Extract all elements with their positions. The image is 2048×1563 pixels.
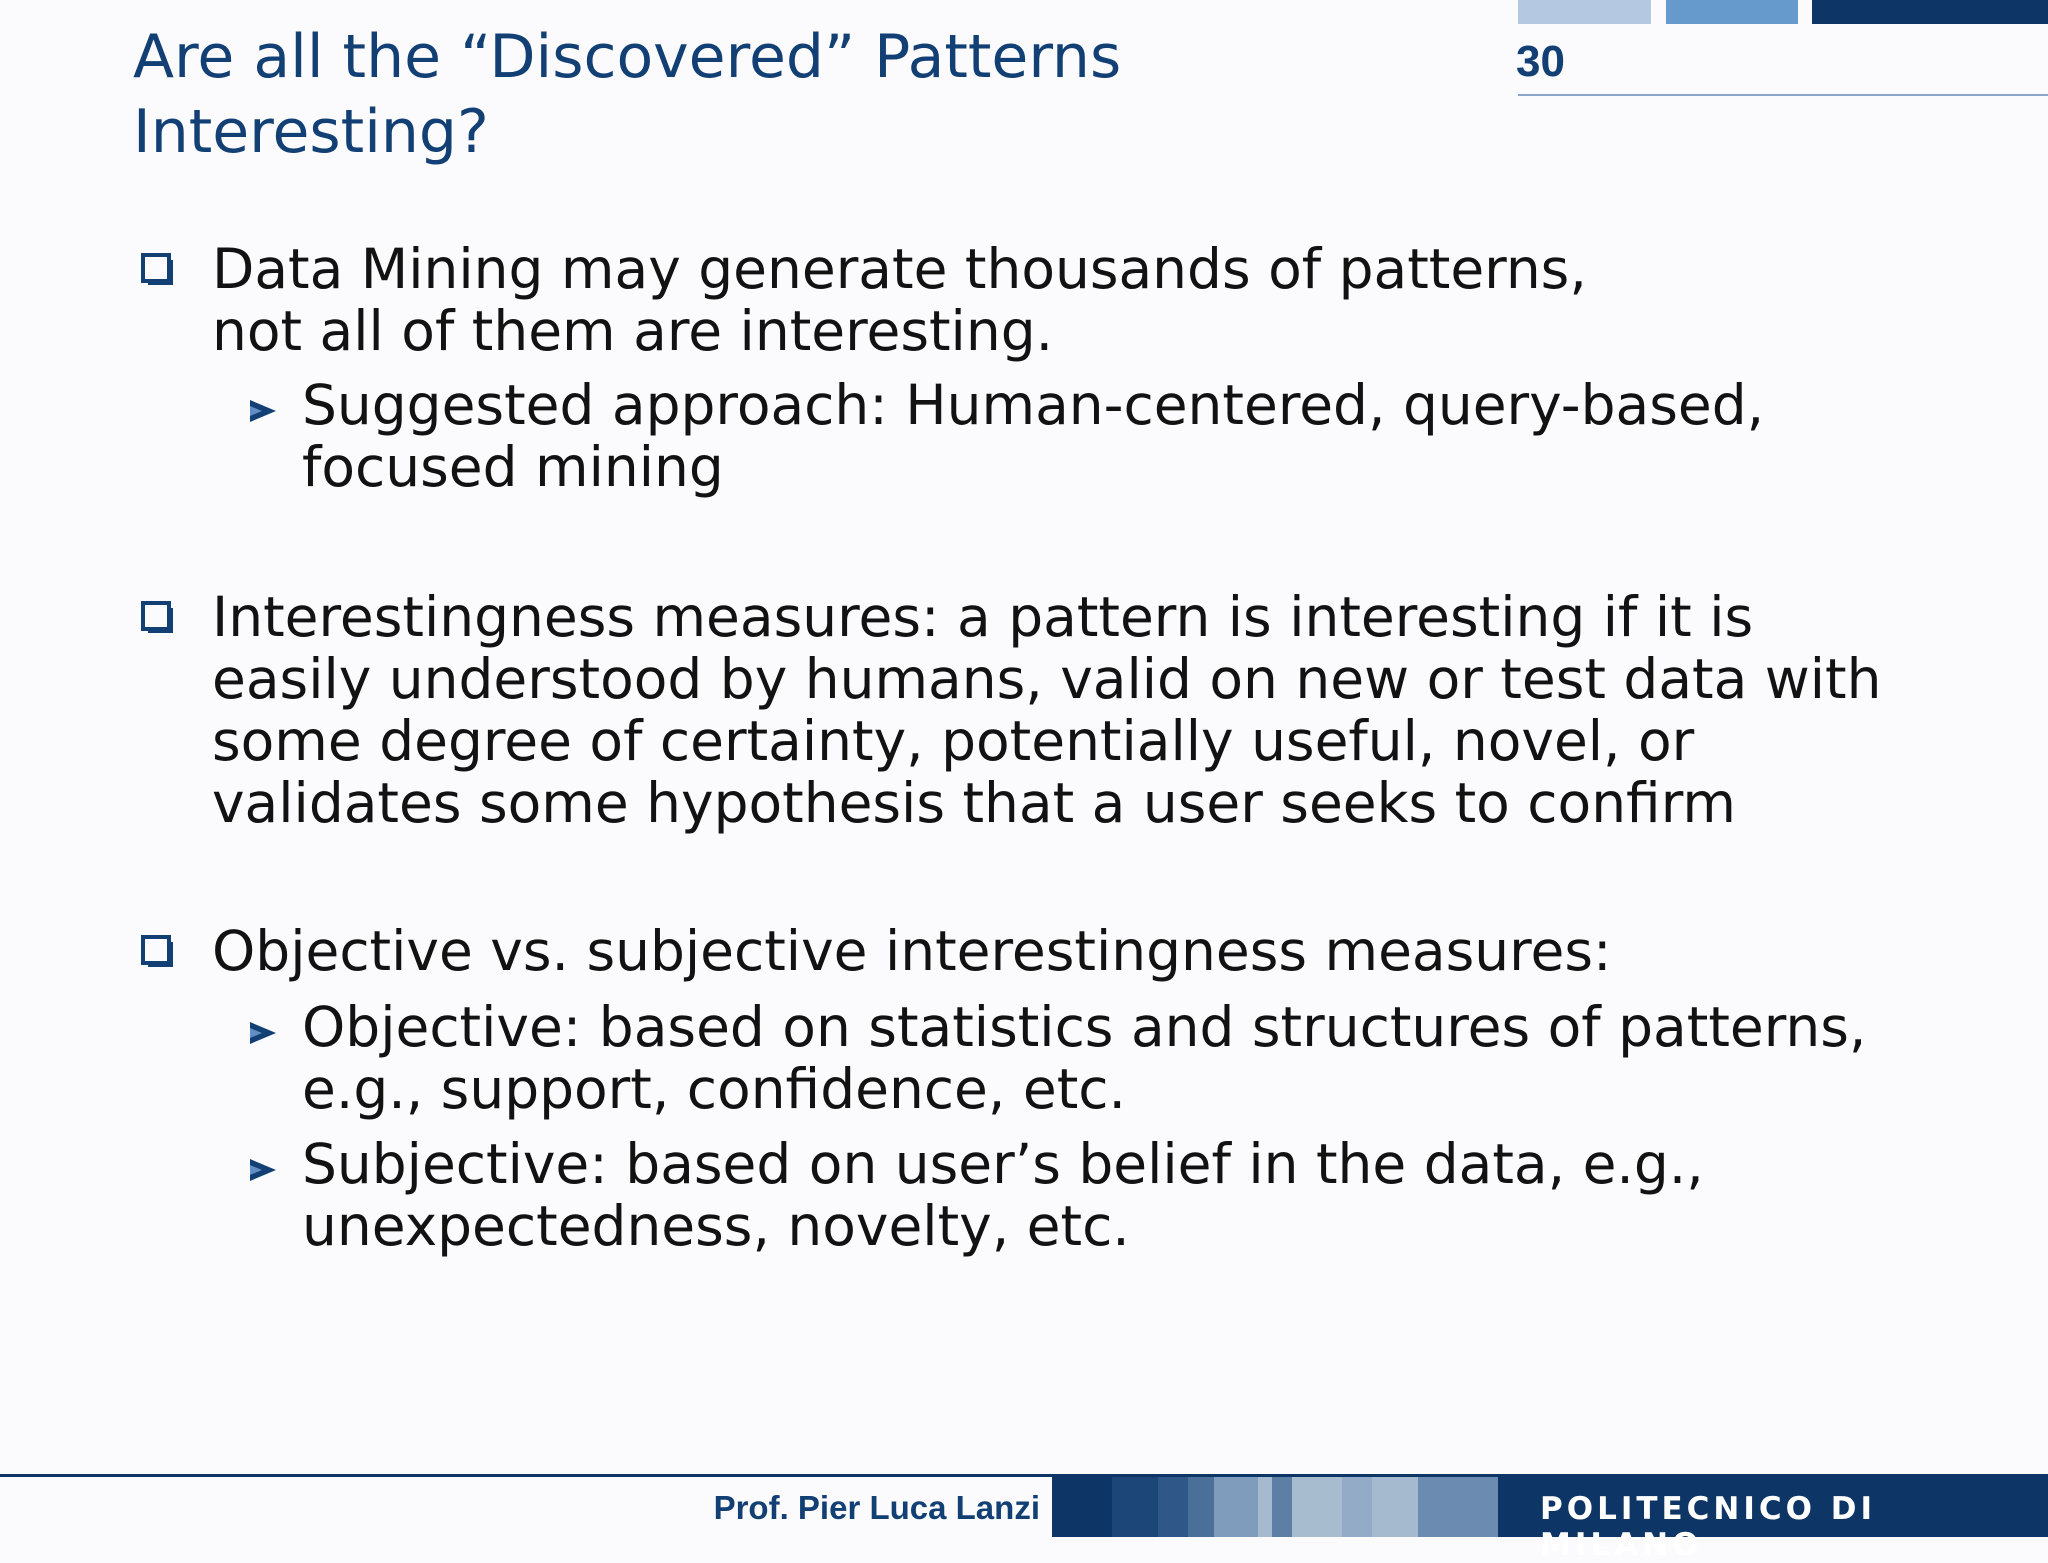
bullet-item [136,920,2036,982]
sub-bullet-item [246,374,2036,498]
sub-bullet-text: Suggested approach: Human-centered, query-based, focused mining [302,373,1765,499]
institution-logo-text: POLITECNICO DI MILANO [1540,1491,1877,1563]
bullet-item [136,586,2036,834]
sub-bullet-item [246,996,2036,1120]
header-block-light [1518,0,1651,24]
sub-bullet-item [246,1133,2036,1257]
sub-bullet-text: Subjective: based on user’s belief in the data, e.g., unexpectedness, novelty, etc. [302,1132,1704,1258]
arrow-triangle-icon [248,1157,278,1183]
bullet-text: Data Mining may generate thousands of patterns, not all of them are interesting. [212,237,1587,363]
slide-title-line-2: Interesting? [133,97,489,167]
footer-author: Prof. Pier Luca Lanzi [713,1489,1040,1526]
slide-number: 30 [1516,37,1565,86]
hollow-square-icon [140,600,174,634]
arrow-triangle-icon [248,398,278,424]
header-block-dark [1812,0,2048,24]
bullet-item [136,238,2036,362]
slide-title [133,20,1433,170]
bullet-text: Interestingness measures: a pattern is interesting if it is easily understood by humans, valid on new or test data with some degree of certainty, potentially useful, novel, or validates some hypothesis that a user seeks to confirm [212,585,1882,835]
sub-bullet-text: Objective: based on statistics and structures of patterns, e.g., support, confidence, etc. [302,995,1867,1121]
header-color-blocks [1518,0,2048,24]
hollow-square-icon [140,934,174,968]
slide-title-line-1: Are all the “Discovered” Patterns [133,22,1122,92]
header-rule [1518,94,2048,96]
hollow-square-icon [140,252,174,286]
header-block-mid [1666,0,1798,24]
bullet-text: Objective vs. subjective interestingness measures: [212,919,1612,983]
arrow-triangle-icon [248,1020,278,1046]
